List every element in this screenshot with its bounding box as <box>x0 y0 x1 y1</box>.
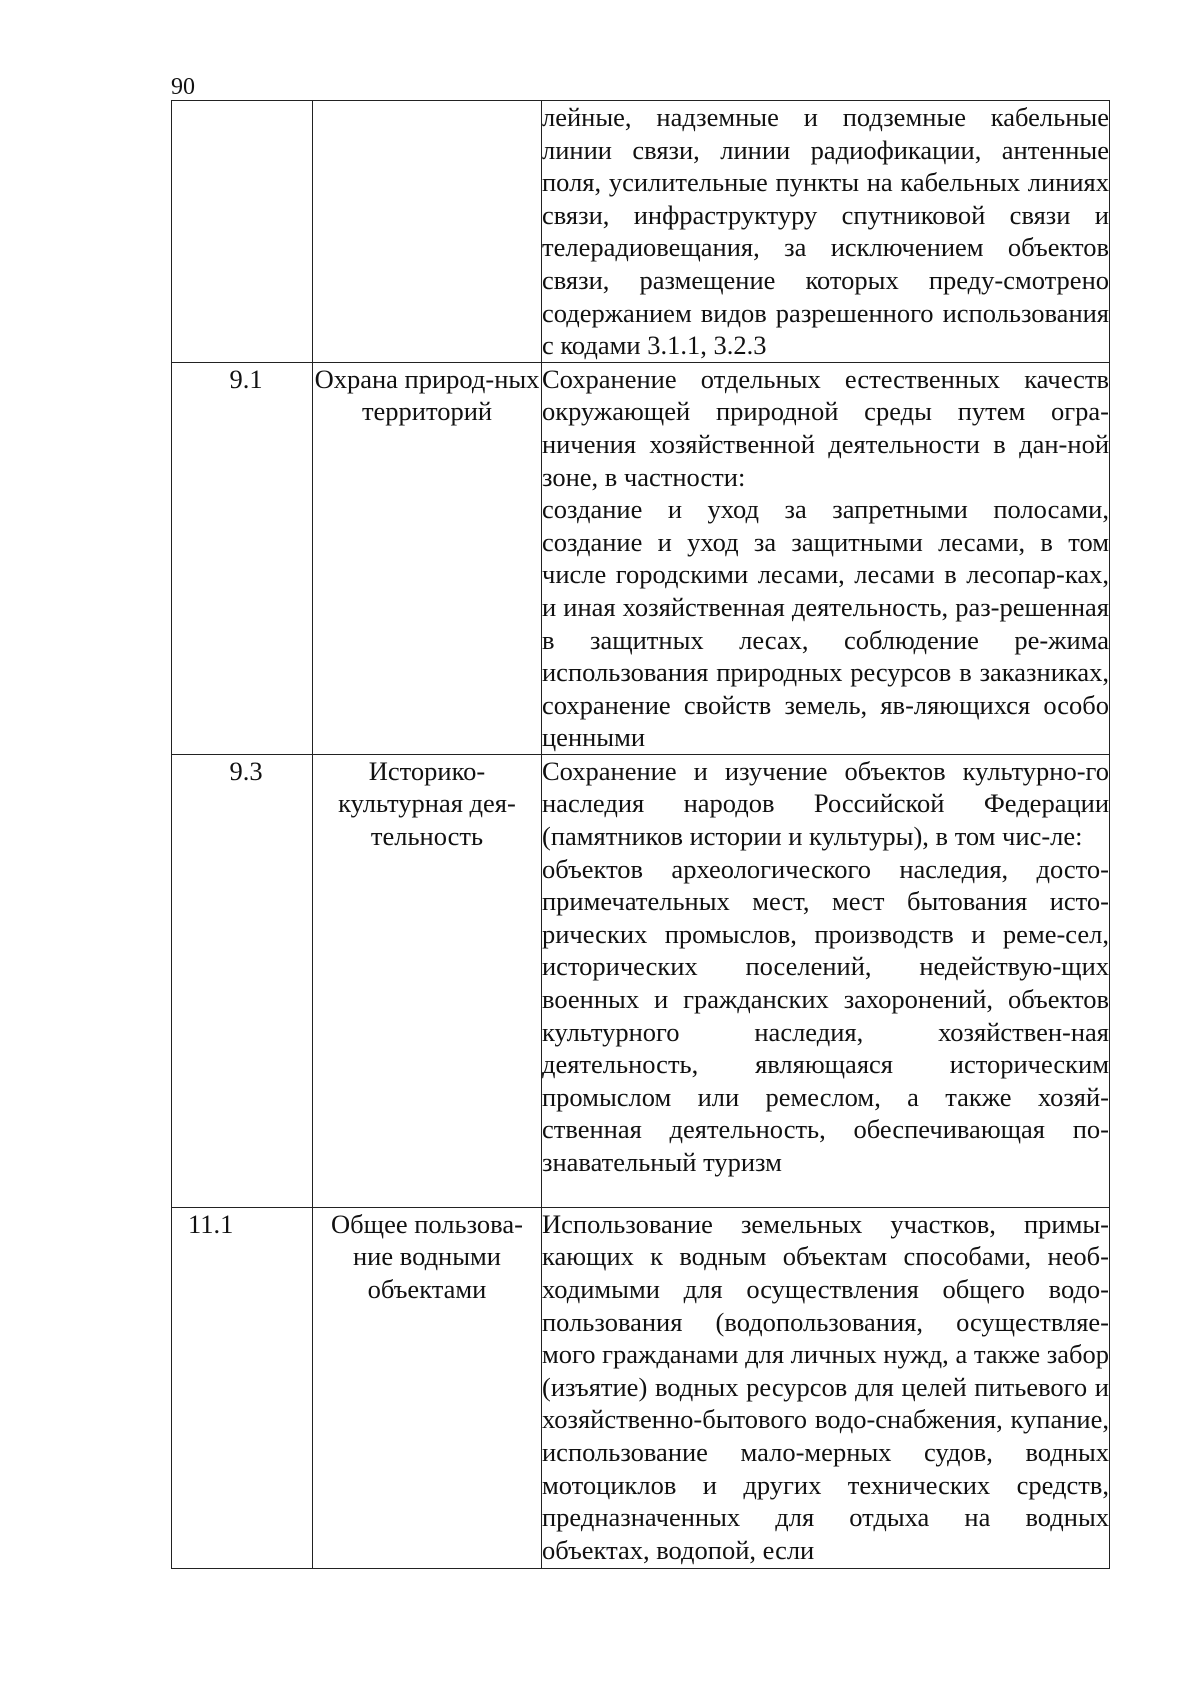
description-paragraph: лейные, надземные и подземные кабельные линии связи, линии радиофикации, антенные поля, усилительные пункты на кабельных линиях связи, инфраструктуру спутниковой связи и телерадиовещания, за исключением объектов связи, размещение которых преду-смотрено содержанием видов разрешенного использования с кодами 3.1.1, 3.2.3 <box>542 102 1109 361</box>
name-cell: Общее пользова-ние водными объектами <box>313 1207 542 1568</box>
name-cell <box>313 101 542 363</box>
description-cell <box>542 754 1110 1207</box>
code-cell <box>172 101 313 363</box>
page-number: 90 <box>171 74 195 100</box>
table-row <box>172 362 1110 754</box>
description-cell <box>542 1207 1110 1568</box>
table-row <box>172 101 1110 363</box>
description-paragraph: создание и уход за запретными полосами, создание и уход за защитными лесами, в том числе городскими лесами, лесами в лесопар-ках, и иная хозяйственная деятельность, раз-решенная в защитных лесах, соблюдение ре-жима использования природных ресурсов в заказниках, сохранение свойств земель, яв-ляющихся особо ценными <box>542 494 1109 753</box>
description-paragraph: Сохранение отдельных естественных качеств окружающей природной среды путем огра-ничения хозяйственной деятельности в дан-ной зоне, в частности: <box>542 363 1109 492</box>
table-row <box>172 1207 1110 1568</box>
land-use-table <box>171 100 1110 1569</box>
table-row <box>172 754 1110 1207</box>
description-cell <box>542 362 1110 754</box>
name-cell: Историко-культурная дея-тельность <box>313 754 542 1207</box>
description-paragraph: Сохранение и изучение объектов культурно-го наследия народов Российской Федерации (памятников истории и культуры), в том чис-ле: <box>542 755 1109 852</box>
description-paragraph: объектов археологического наследия, досто-примечательных мест, мест бытования исто-рических промыслов, производств и реме-сел, исторических поселений, недействую-щих военных и гражданских захоронений, объектов культурного наследия, хозяйствен-ная деятельность, являющаяся историческим промыслом или ремеслом, а также хозяй-ственная деятельность, обеспечивающая по-знавательный туризм <box>542 853 1109 1177</box>
code-cell: 9.3 <box>172 754 313 1207</box>
code-cell: 9.1 <box>172 362 313 754</box>
code-cell: 11.1 <box>172 1207 313 1568</box>
description-paragraph: Использование земельных участков, примы-кающих к водным объектам способами, необ-ходимыми для осуществления общего водо-пользования (водопользования, осуществляе-мого гражданами для личных нужд, а также забор (изъятие) водных ресурсов для целей питьевого и хозяйственно-бытового водо-снабжения, купание, использование мало-мерных судов, водных мотоциклов и других технических средств, предназначенных для отдыха на водных объектах, водопой, если <box>542 1208 1109 1565</box>
name-cell: Охрана природ-ных территорий <box>313 362 542 754</box>
description-cell <box>542 101 1110 363</box>
